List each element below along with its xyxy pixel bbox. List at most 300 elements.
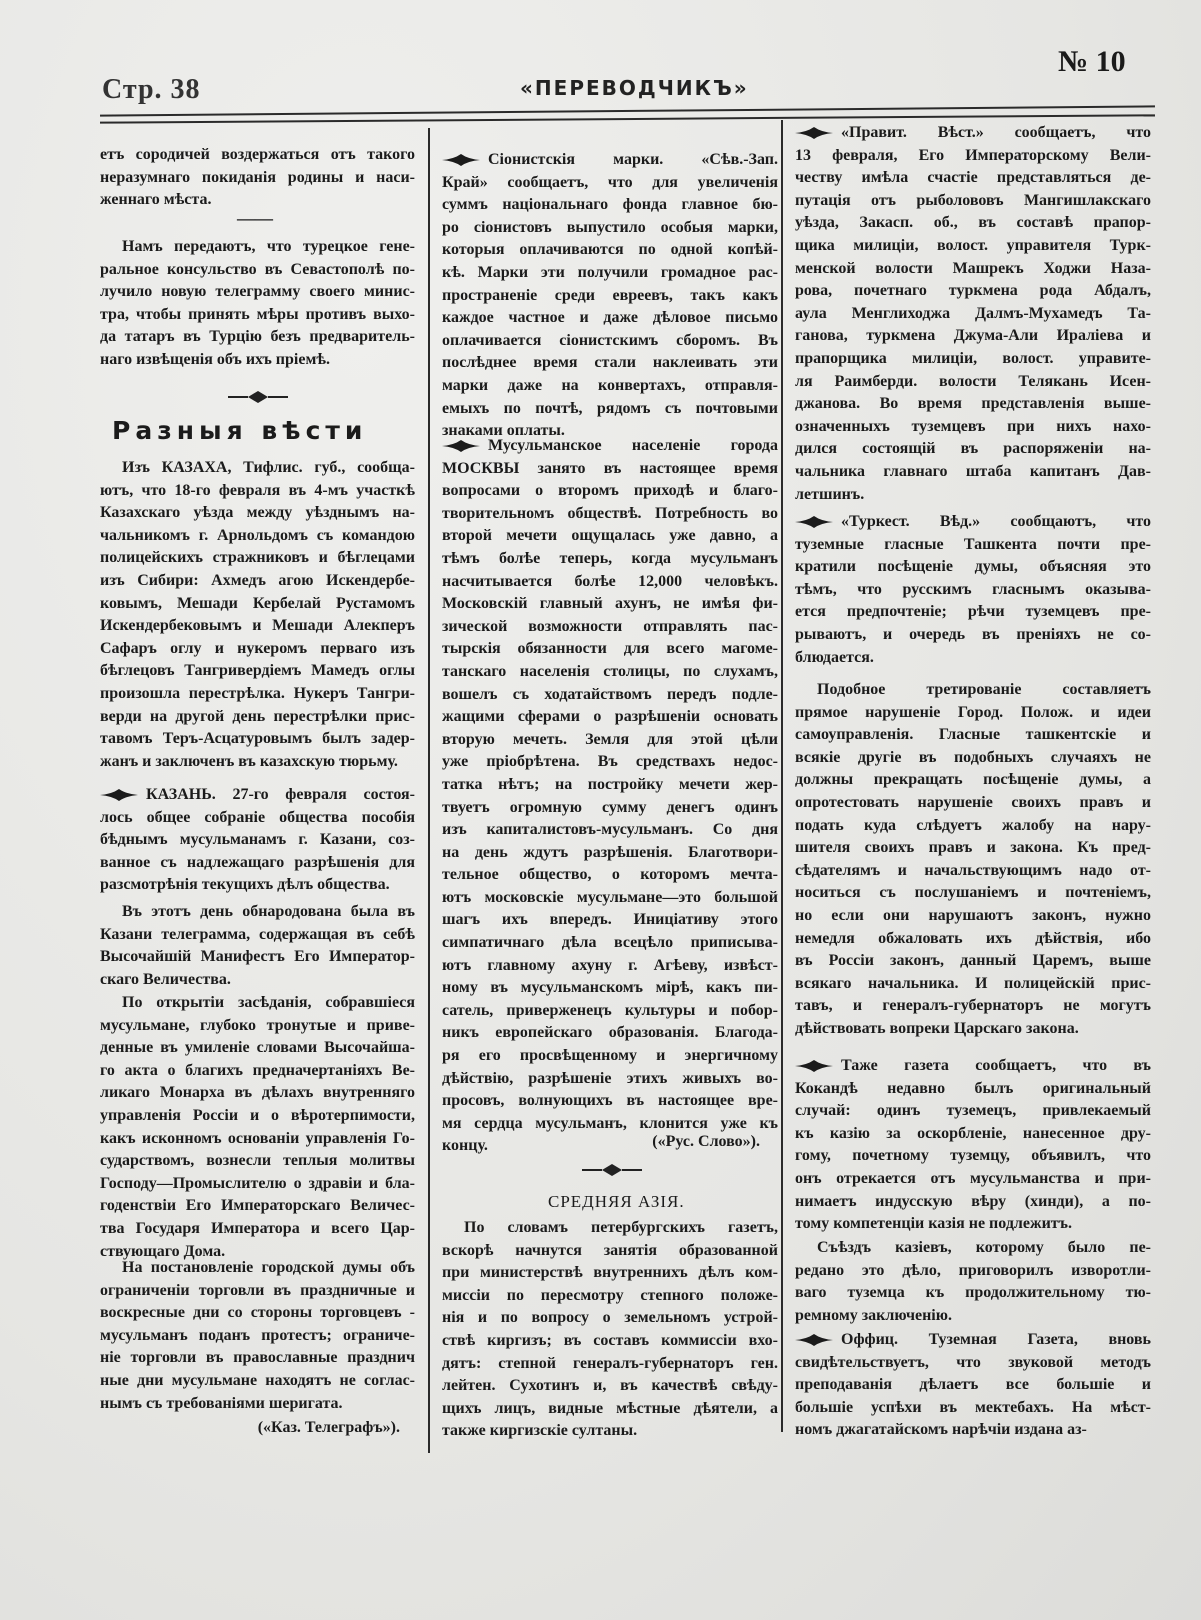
text-line-content: го акта о благихъ предначертаніяхъ Ве- — [100, 1061, 415, 1079]
ornament-divider — [228, 389, 288, 405]
text-line — [795, 167, 1151, 190]
text-line-content: мусульмане, глубоко тронутые и приве- — [100, 1016, 415, 1034]
text-line — [100, 144, 415, 167]
text-line — [442, 1022, 778, 1045]
text-line-content: суммъ національнаго фонда главное бю- — [442, 196, 778, 214]
text-line-content: всякіе другіе въ подобныхъ случаяхъ не — [795, 748, 1151, 766]
text-line — [795, 1419, 1151, 1442]
text-line — [442, 352, 778, 375]
text-line — [795, 624, 1151, 647]
text-line-content: нымъ съ требованіями шеригата. — [100, 1394, 343, 1412]
text-line-content: нимаетъ индусскую вѣру (хинди), а по- — [795, 1192, 1151, 1210]
text-line-content: сѣдателямъ и начальствующимъ надо от- — [795, 861, 1151, 879]
text-line-content: денные въ умиленіе словами Высочайша- — [100, 1039, 415, 1057]
text-line — [442, 1353, 778, 1376]
text-line-content: сатель, приверженецъ культуры и побор- — [442, 1001, 778, 1019]
text-line — [442, 1068, 778, 1091]
diamond-bullet-icon — [795, 1060, 833, 1072]
text-line-content: воскресные дни со стороны торговцевъ - — [100, 1304, 415, 1322]
text-line-content: ковымъ, Мешади Кербелай Рустамомъ — [100, 594, 415, 612]
text-line — [442, 593, 778, 616]
text-line — [795, 579, 1151, 602]
article-paragraph — [795, 511, 1151, 669]
text-line — [795, 1078, 1151, 1101]
text-line — [442, 638, 778, 661]
text-line — [795, 928, 1151, 951]
text-line — [795, 724, 1151, 747]
text-line — [795, 371, 1151, 394]
text-line — [442, 1000, 778, 1023]
text-line — [100, 259, 415, 282]
text-line-content: ніе торговли въ православные празднич — [100, 1349, 415, 1367]
text-line-content: Казани телеграмма, содержащая въ себѣ — [100, 925, 415, 943]
text-line-content: жащими сферами о разрѣшеніи основать — [442, 708, 778, 726]
text-line — [795, 747, 1151, 770]
text-line-content: Оффиц. Туземная Газета, вновь — [841, 1331, 1151, 1348]
issue-number: № 10 — [1058, 45, 1126, 78]
text-line-content: большіе успѣхи въ мектебахъ. На мѣст- — [795, 1398, 1151, 1416]
text-line-content: Искендербековымъ и Мешади Алекперъ — [100, 617, 415, 635]
text-line — [442, 1307, 778, 1330]
text-line-content: оплачивается сіонистскимъ сборомъ. Въ — [442, 331, 778, 349]
text-line — [795, 438, 1151, 461]
text-line-content: онъ отрекается отъ мусульманства и при- — [795, 1169, 1151, 1187]
text-line — [100, 751, 415, 774]
text-line-content: тѣмъ, что русскимъ гласнымъ оказыва- — [795, 580, 1151, 598]
text-line-content: «Туркест. Вѣд.» сообщаютъ, что — [841, 513, 1151, 530]
text-line — [100, 570, 415, 593]
article-paragraph — [795, 1055, 1151, 1236]
text-line-content: симпатичнаго дѣла всецѣло приписыва- — [442, 934, 778, 952]
text-line-content: тельное общество, о которомъ мечта- — [442, 866, 778, 884]
text-line — [795, 484, 1151, 507]
text-line — [442, 684, 778, 707]
text-line — [442, 751, 778, 774]
text-line — [442, 887, 778, 910]
text-line-content: въ Россіи законъ, данный Царемъ, выше — [795, 952, 1151, 970]
text-line-content: просовъ, волнующихъ въ настоящее вре- — [442, 1092, 778, 1110]
text-line-content: немедля обжаловать ихъ дѣйствія, ибо — [795, 929, 1151, 947]
text-line — [442, 1045, 778, 1068]
text-line-content: второй мечети ощущалась уже давно, а — [442, 527, 778, 545]
text-line-content: вопросами о второмъ приходѣ и благо- — [442, 482, 778, 500]
text-line-content: тва Государя Императора и всего Цар- — [100, 1219, 415, 1237]
text-line-content: путація отъ рыболововъ Мангишлакскаго — [795, 191, 1151, 209]
text-line — [795, 1168, 1151, 1191]
text-line-content: Кокандѣ недавно былъ оригинальный — [795, 1079, 1151, 1097]
text-line-content: щихъ лицъ, видные мѣстные дѣятели, а — [442, 1399, 778, 1417]
text-line — [795, 511, 1151, 534]
text-line — [795, 461, 1151, 484]
separator: —— — [237, 208, 273, 228]
text-line — [795, 1260, 1151, 1283]
text-line — [442, 1330, 778, 1353]
text-line-content: гому, почетному туземцу, объявилъ, что — [795, 1147, 1151, 1165]
text-line-content: лось общее собраніе общества пособія — [100, 808, 415, 826]
text-line-content: Съѣздъ казіевъ, которому было пе- — [817, 1239, 1151, 1256]
text-line-content: скаго Величества. — [100, 970, 231, 988]
text-line — [795, 393, 1151, 416]
text-line — [442, 706, 778, 729]
text-line — [442, 503, 778, 526]
text-line-content: прапорщика милиціи, волост. управите- — [795, 349, 1151, 367]
text-line-content: кратили посѣщеніе думы, объясняя это — [795, 558, 1151, 576]
text-line — [442, 149, 778, 172]
text-line-content: емыхъ по почтѣ, рядомъ съ почтовыми — [442, 399, 778, 417]
text-line — [795, 235, 1151, 258]
text-line — [795, 212, 1151, 235]
text-line — [442, 398, 778, 421]
text-line — [100, 525, 415, 548]
text-line-content: годенствіи Его Императорскаго Величес- — [100, 1197, 415, 1215]
text-line-content: верди на другой день перестрѣлки прис- — [100, 707, 415, 725]
text-line-content: но если они нарушаютъ законъ, нужно — [795, 906, 1151, 924]
text-line — [100, 502, 415, 525]
text-line — [795, 1329, 1151, 1352]
text-line — [100, 1173, 415, 1196]
text-line-content: 13 февраля, Его Императорскому Вели- — [795, 146, 1151, 164]
text-line — [100, 1060, 415, 1083]
text-line — [100, 706, 415, 729]
text-line-content: ограниченіи торговли въ праздничные и — [100, 1281, 415, 1299]
text-line — [100, 326, 415, 349]
text-line-content: никъ европейскаго образованія. Благода- — [442, 1024, 778, 1042]
text-line-content: концу. — [442, 1137, 488, 1155]
text-line-content: лейтен. Сухотинъ и, въ качествѣ свѣду- — [442, 1377, 778, 1395]
text-line — [100, 615, 415, 638]
text-line — [795, 534, 1151, 557]
text-line — [100, 1347, 415, 1370]
text-line — [442, 616, 778, 639]
text-line — [100, 946, 415, 969]
text-line-content: наго извѣщенія объ ихъ пріемѣ. — [100, 350, 330, 368]
text-line-content: На постановленіе городской думы объ — [122, 1259, 415, 1276]
text-line-content: женнаго мѣста. — [100, 191, 212, 209]
text-line-content: дѣйствовать вопреки Царскаго закона. — [795, 1019, 1079, 1037]
diamond-bullet-icon — [795, 127, 833, 139]
text-line — [442, 774, 778, 797]
text-line-content: ному въ мусульманскомъ мірѣ, какъ пи- — [442, 979, 778, 997]
text-line — [795, 601, 1151, 624]
text-line-content: Мусульманское населеніе города — [488, 437, 778, 454]
text-line — [795, 1018, 1151, 1041]
section-heading: СРЕДНЯЯ АЗІЯ. — [548, 1192, 685, 1211]
text-line — [795, 837, 1151, 860]
text-line — [100, 1150, 415, 1173]
text-line — [442, 1420, 778, 1443]
text-line-content: Высочайшій Манифестъ Его Император- — [100, 948, 415, 966]
text-line-content: туземные гласные Ташкента почти пре- — [795, 535, 1151, 553]
text-line — [795, 905, 1151, 928]
text-line-content: честву имѣла счастіе представляться де- — [795, 169, 1151, 187]
text-line — [795, 679, 1151, 702]
article-paragraph — [100, 784, 415, 897]
text-line-content: ютъ главному ахуну г. Агѣеву, извѣст- — [442, 956, 778, 974]
article-paragraph — [100, 901, 415, 991]
text-line — [795, 1055, 1151, 1078]
text-line-content: прямое нарушеніе Город. Полож. и идеи — [795, 703, 1151, 721]
text-line — [100, 660, 415, 683]
text-line — [442, 548, 778, 571]
text-line-content: Намъ передаютъ, что турецкое гене- — [122, 238, 415, 255]
text-line — [100, 1280, 415, 1303]
text-line-content: аула Менглиходжа Далмъ-Мухамедъ Та- — [795, 304, 1151, 322]
text-line-content: Казахскаго уѣзда между уѣзднымъ на- — [100, 504, 415, 522]
text-line-content: чальникомъ г. Арнольдомъ съ командою — [100, 526, 415, 544]
text-line-content: ро сіонистовъ выпустило особыя марки, — [442, 218, 778, 236]
text-line-content: лучило новую телеграмму своего минис- — [100, 283, 415, 301]
text-line-content: ствующаго Дома. — [100, 1242, 226, 1260]
article-paragraph — [795, 1237, 1151, 1327]
text-line — [100, 829, 415, 852]
text-line-content: летшинъ. — [795, 485, 865, 503]
text-line — [442, 1285, 778, 1308]
text-line — [100, 1195, 415, 1218]
text-line — [100, 457, 415, 480]
article-paragraph — [442, 1217, 778, 1443]
text-line — [442, 955, 778, 978]
text-line-content: КАЗАНЬ. 27-го февраля состоя- — [146, 786, 415, 803]
text-line-content: бѣглецовъ Тангривердіемъ Мамедъ оглы — [100, 662, 415, 680]
article-paragraph — [795, 679, 1151, 1041]
text-line-content: ваго туземца къ продолжительному тю- — [795, 1284, 1151, 1302]
text-line — [442, 932, 778, 955]
text-line-content: ютъ московскіе мусульмане—это большой — [442, 888, 778, 906]
text-line — [795, 190, 1151, 213]
text-line-content: какъ исконномъ основаніи управленія Го- — [100, 1129, 415, 1147]
text-line-content: изъ Сибири: Ахмедъ агою Искендербе- — [100, 571, 415, 589]
text-line — [100, 1128, 415, 1151]
text-line — [100, 1105, 415, 1128]
text-line-content: случай: одинъ туземецъ, привлекаемый — [795, 1102, 1151, 1120]
text-line — [795, 416, 1151, 439]
text-line — [100, 807, 415, 830]
section-heading: Разныя вѣсти — [112, 416, 368, 445]
text-line-content: неразумнаго покиданія родины и наси- — [100, 168, 415, 186]
text-line-content: послѣднее время стали наклеивать эти — [442, 354, 778, 372]
text-line — [795, 1397, 1151, 1420]
text-line — [795, 769, 1151, 792]
source-attribution: («Рус. Слово»). — [652, 1133, 760, 1150]
text-line — [442, 435, 778, 458]
text-line-content: По открытіи засѣданія, собравшіеся — [122, 994, 415, 1011]
text-line-content: дился состоящій въ распоряженіи на- — [795, 440, 1151, 458]
article-paragraph — [100, 1257, 415, 1415]
text-line-content: «Правит. Вѣст.» сообщаетъ, что — [841, 124, 1151, 141]
text-line-content: щика милиціи, волост. управителя Турк- — [795, 236, 1151, 254]
text-line-content: ные дни мусульмане находятъ не соглас- — [100, 1371, 415, 1389]
text-line — [442, 977, 778, 1000]
text-line-content: свидѣтельствуетъ, что звуковой методъ — [795, 1353, 1151, 1371]
text-line-content: управленія Россіи и о вѣротерпимости, — [100, 1106, 415, 1124]
text-line-content: ванное съ надлежащаго разрѣшенія для — [100, 853, 415, 871]
text-line — [795, 702, 1151, 725]
text-line-content: танскаго населенія столицы, по слухамъ, — [442, 662, 778, 680]
text-line-content: ется предпочтеніе; рѣчи туземцевъ пре- — [795, 603, 1151, 621]
article-paragraph — [100, 457, 415, 773]
text-line-content: полицейскихъ стражниковъ и бѣглецами — [100, 549, 415, 567]
text-line-content: тавомъ Теръ-Асцатуровымъ былъ задер- — [100, 730, 415, 748]
newspaper-title: «ПЕРЕВОДЧИКЪ» — [520, 76, 749, 100]
text-line-content: сударствомъ, вознесли теплыя молитвы — [100, 1152, 415, 1170]
text-line-content: на день ждутъ разрѣшенія. Благотвори- — [442, 843, 778, 861]
text-line — [100, 728, 415, 751]
text-line-content: рова, почетнаго туркмена рода Абдалъ, — [795, 282, 1151, 300]
text-line — [795, 647, 1151, 670]
article-paragraph — [100, 144, 415, 212]
text-line-content: бѣднымъ мусульманамъ г. Казани, соз- — [100, 831, 415, 849]
article-paragraph — [795, 1329, 1151, 1442]
text-line — [100, 281, 415, 304]
text-line-content: миссіи по пересмотру степного положе- — [442, 1286, 778, 1304]
text-line — [795, 1352, 1151, 1375]
diamond-bullet-icon — [795, 1334, 833, 1346]
text-line-content: тавъ, и генералъ-губернаторъ не могутъ — [795, 997, 1151, 1015]
text-line-content: татка нѣтъ; на постройку мечети жер- — [442, 775, 778, 793]
text-line — [442, 1090, 778, 1113]
text-line-content: вторую мечеть. Земля для этой цѣли — [442, 730, 778, 748]
text-line-content: знаками оплаты. — [442, 422, 565, 440]
text-line-content: тому компетенціи казія не подлежитъ. — [795, 1215, 1072, 1233]
text-line-content: опротестовать нарушеніе своихъ правъ и — [795, 793, 1151, 811]
text-line — [100, 1037, 415, 1060]
text-line — [795, 1237, 1151, 1260]
text-line-content: шителя своихъ правъ и закона. Къ пред- — [795, 839, 1151, 857]
text-line — [442, 661, 778, 684]
text-line — [442, 375, 778, 398]
text-line-content: пространеніе среди евреевъ, такъ какъ — [442, 286, 778, 304]
text-line-content: произошла перестрѣлка. Нукеръ Тангри- — [100, 684, 415, 702]
text-line — [100, 784, 415, 807]
text-line-content: Господу—Промыслителю о здравіи и бла- — [100, 1174, 415, 1192]
text-line-content: джанова. Во время представленія выше- — [795, 395, 1151, 413]
text-line-content: также киргизскіе султаны. — [442, 1422, 638, 1440]
text-line — [442, 571, 778, 594]
text-line — [100, 1257, 415, 1280]
article-paragraph — [100, 992, 415, 1263]
text-line — [100, 349, 415, 372]
text-line — [795, 973, 1151, 996]
text-line — [442, 525, 778, 548]
text-line — [100, 480, 415, 503]
text-line — [795, 556, 1151, 579]
text-line — [795, 815, 1151, 838]
text-line-content: мусульманъ поданъ протестъ; ограниче- — [100, 1326, 415, 1344]
text-line-content: зической возможности отправлять пас- — [442, 617, 778, 635]
text-line-content: чальника главнаго штаба капитанъ Дав- — [795, 462, 1151, 480]
text-line-content: МОСКВЫ занято въ настоящее время — [442, 459, 778, 477]
text-line — [795, 348, 1151, 371]
text-line — [442, 797, 778, 820]
text-line — [795, 1213, 1151, 1236]
text-line-content: ремному заключенію. — [795, 1306, 952, 1324]
text-line — [442, 239, 778, 262]
text-line-content: Таже газета сообщаетъ, что въ — [841, 1057, 1151, 1074]
diamond-bullet-icon — [442, 440, 480, 452]
text-line — [100, 1082, 415, 1105]
text-line-content: вошелъ съ ходатайствомъ передъ подле- — [442, 685, 778, 703]
text-line-content: насчитывается болѣе 12,000 человѣкъ. — [442, 572, 778, 590]
text-line-content: всякаго начальника. И полицейскій прис- — [795, 974, 1151, 992]
text-line — [442, 1240, 778, 1263]
text-line-content: номъ джагатайскомъ нарѣчіи издана аз- — [795, 1421, 1087, 1439]
text-line-content: ральное консульство въ Севастополѣ по- — [100, 260, 415, 278]
text-line-content: ютъ, что 18-го февраля въ 4-мъ участкѣ — [100, 481, 415, 499]
text-line — [100, 1393, 415, 1416]
text-line — [795, 1282, 1151, 1305]
text-line-content: марки даже на конвертахъ, отправля- — [442, 376, 778, 394]
column-divider-left — [428, 128, 430, 1453]
text-line-content: разсмотрѣнія текущихъ дѣлъ общества. — [100, 876, 390, 894]
text-line — [100, 969, 415, 992]
text-line-content: шагъ ихъ впередъ. Иниціативу этого — [442, 911, 778, 929]
diamond-bullet-icon — [442, 154, 480, 166]
text-line — [442, 262, 778, 285]
text-line-content: которыя оплачиваются по одной копѣй- — [442, 241, 778, 259]
article-paragraph — [442, 435, 778, 1158]
text-line-content: преподаванія дѣлаетъ все большіе и — [795, 1376, 1151, 1394]
text-line — [442, 864, 778, 887]
text-line-content: Московскій главный ахунъ, не имѣя фи- — [442, 595, 778, 613]
text-line — [100, 874, 415, 897]
text-line — [442, 1262, 778, 1285]
text-line-content: самоуправленія. Гласные ташкентскіе и — [795, 726, 1151, 744]
text-line — [795, 860, 1151, 883]
text-line — [795, 1191, 1151, 1214]
text-line-content: ля Раимберди. волости Телякань Исен- — [795, 372, 1151, 390]
text-line — [442, 194, 778, 217]
text-line-content: при министерствѣ внутреннихъ дѣлъ ком- — [442, 1264, 778, 1282]
text-line-content: къ казію за оскорбленіе, нанесенное дру- — [795, 1124, 1151, 1142]
text-line-content: рываютъ, и очередь въ преніяхъ не со- — [795, 625, 1151, 643]
text-line — [100, 593, 415, 616]
text-line — [795, 325, 1151, 348]
text-line — [100, 638, 415, 661]
text-line-content: тырскія обязанности для всего магоме- — [442, 640, 778, 658]
text-line — [795, 882, 1151, 905]
ornament-divider — [582, 1162, 642, 1178]
text-line-content: Сафаръ оглу и нукеромъ перваго изъ — [100, 639, 415, 657]
text-line — [442, 217, 778, 240]
text-line — [100, 992, 415, 1015]
article-paragraph — [100, 236, 415, 372]
text-line-content: мя сердца мусульманъ, клонится уже къ — [442, 1114, 778, 1132]
text-line-content: ствѣ киргизъ; въ составъ коммиссіи вхо- — [442, 1331, 778, 1349]
text-line-content: ганова, туркмена Джума-Али Ираліева и — [795, 327, 1151, 345]
column-divider-right — [781, 120, 783, 1432]
text-line-content: подать куда слѣдуетъ жалобу на нару- — [795, 816, 1151, 834]
text-line — [442, 1375, 778, 1398]
text-line — [795, 1100, 1151, 1123]
text-line-content: дятъ: степной генералъ-губернаторъ ген. — [442, 1354, 778, 1372]
text-line — [442, 819, 778, 842]
text-line — [100, 1325, 415, 1348]
text-line-content: Изъ КАЗАХА, Тифлис. губ., сообща- — [122, 459, 415, 476]
text-line-content: жанъ и заключенъ въ казахскую тюрьму. — [100, 752, 398, 770]
source-attribution: («Каз. Телеграфъ»). — [257, 1419, 400, 1436]
page-number: Стр. 38 — [102, 74, 201, 105]
text-line-content: Сіонистскія марки. «Сѣв.-Зап. — [488, 151, 778, 168]
text-line-content: ликаго Монарха въ дѣлахъ внутренняго — [100, 1084, 415, 1102]
text-line — [795, 122, 1151, 145]
text-line — [442, 458, 778, 481]
text-line — [442, 307, 778, 330]
text-line — [795, 280, 1151, 303]
text-line — [100, 304, 415, 327]
text-line — [442, 909, 778, 932]
text-line — [100, 1015, 415, 1038]
text-line — [795, 1123, 1151, 1146]
